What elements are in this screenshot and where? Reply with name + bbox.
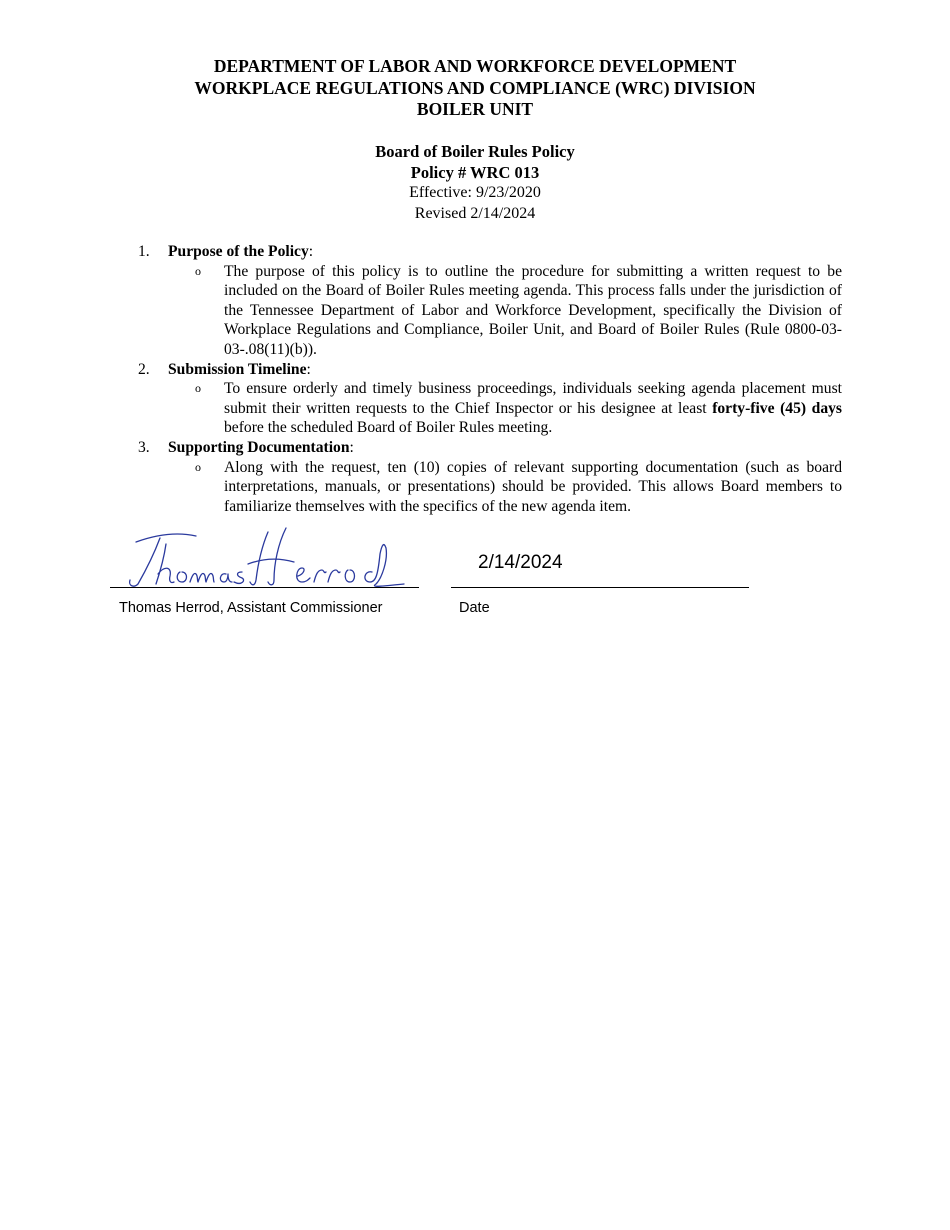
header-department: DEPARTMENT OF LABOR AND WORKFORCE DEVELOPMENT <box>213 56 737 76</box>
section-text: To ensure orderly and timely business proceedings, individuals seeking agenda placement must submit their written requests to the Chief Inspector or his designee at least forty-five (45) days before the scheduled Board of Boiler Rules meeting. <box>224 380 842 437</box>
section-number: 2. <box>138 360 150 378</box>
policy-sections <box>138 242 842 516</box>
section-number: 3. <box>138 438 150 456</box>
section-supporting-documentation: 3. Supporting Documentation: o Along with the request, ten (10) copies of relevant supporting documentation (such as board interpretations, manuals, or presentations) should be provided. This allows Board members to familiarize themselves with the specifics of the new agenda item. <box>138 438 842 515</box>
bullet-icon: o <box>195 381 201 396</box>
signature-block <box>110 520 750 630</box>
policy-title: Board of Boiler Rules Policy <box>375 142 575 161</box>
section-number: 1. <box>138 243 150 260</box>
policy-effective-date: Effective: 9/23/2020 <box>409 184 541 201</box>
section-purpose: 1. Purpose of the Policy: o The purpose of this policy is to outline the procedure for submitting a written request to be included on the Board of Boiler Rules meeting agenda. This process falls under the jurisdiction of the Tennessee Department of Labor and Workforce Development, specifically the Division of Workplace Regulations and Compliance, Boiler Unit, and Board of Boiler Rules (Rule 0800-03-03-.08(11)(b)). <box>138 243 842 358</box>
deadline-emphasis: forty-five (45) days <box>712 399 842 417</box>
section-title: Supporting Documentation <box>168 438 350 456</box>
policy-revised-date: Revised 2/14/2024 <box>414 204 536 222</box>
bullet-icon: o <box>195 459 201 474</box>
bullet-icon: o <box>195 263 201 278</box>
signature-date: 2/14/2024 <box>478 552 563 573</box>
signer-name: Thomas Herrod, Assistant Commissioner <box>119 600 383 616</box>
date-line <box>451 587 749 588</box>
section-title: Submission Timeline <box>168 360 307 378</box>
document-header <box>0 56 950 121</box>
header-unit: BOILER UNIT <box>416 99 534 119</box>
section-submission-timeline: 2. Submission Timeline: o To ensure orderly and timely business proceedings, individuals seeking agenda placement must submit their written requests to the Chief Inspector or his designee at least forty-five (45) days before the scheduled Board of Boiler Rules meeting. <box>138 360 842 437</box>
policy-number: Policy # WRC 013 <box>410 162 540 182</box>
date-label: Date <box>459 600 490 616</box>
header-division: WORKPLACE REGULATIONS AND COMPLIANCE (WRC) DIVISION <box>194 77 756 98</box>
section-text: Along with the request, ten (10) copies of relevant supporting documentation (such as board interpretations, manuals, or presentations) should be provided. This allows Board members to familiarize themselves with the specifics of the new agenda item. <box>224 458 842 515</box>
section-title: Purpose of the Policy <box>168 243 309 260</box>
signature-line <box>110 587 419 588</box>
policy-info <box>0 142 950 224</box>
handwritten-signature <box>118 524 408 590</box>
section-text: The purpose of this policy is to outline the procedure for submitting a written request to be included on the Board of Boiler Rules meeting agenda. This process falls under the jurisdiction of the Tennessee Department of Labor and Workforce Development, specifically the Division of Workplace Regulations and Compliance, Boiler Unit, and Board of Boiler Rules (Rule 0800-03-03-.08(11)(b)). <box>224 262 842 358</box>
